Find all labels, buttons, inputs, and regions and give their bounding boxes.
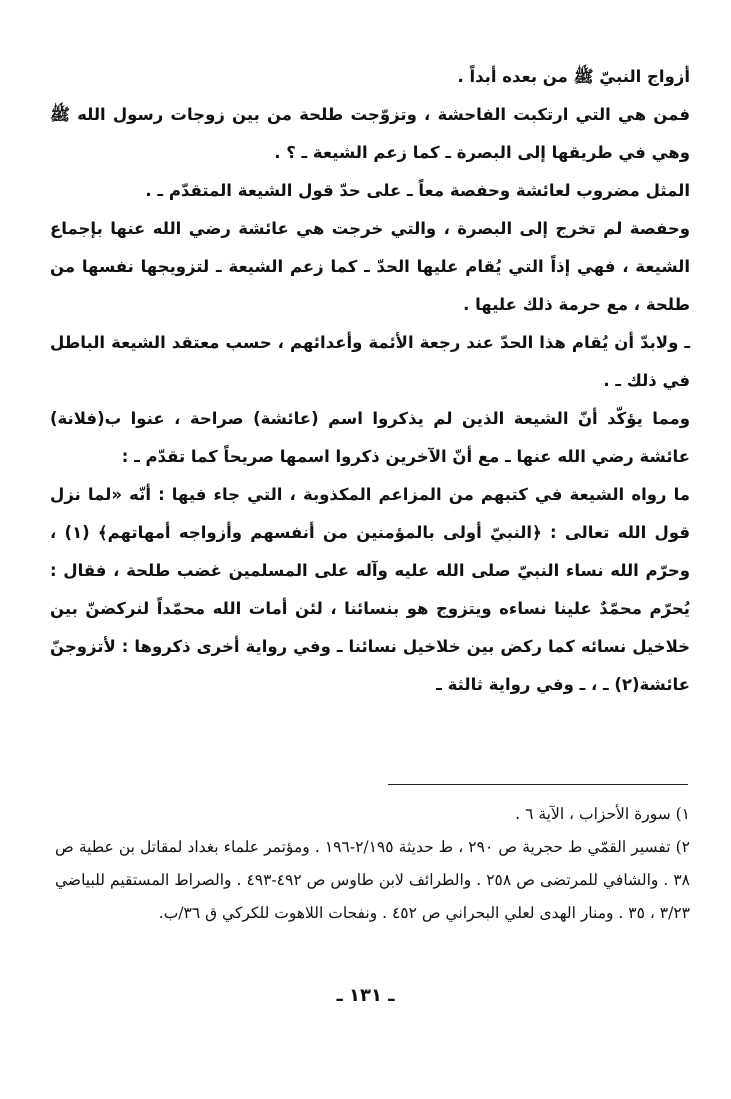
paragraph-5: ـ ولابدّ أن يُقام هذا الحدّ عند رجعة الأئمة وأعدائهم ، حسب معتقد الشيعة الباطل في ذلك ـ . [50, 333, 690, 390]
paragraph-2: فمن هي التي ارتكبت الفاحشة ، وتزوّجت طلحة من بين زوجات رسول الله ﷺ وهي في طريقها إلى البصرة ـ كما زعم الشيعة ـ ؟ . [50, 105, 690, 162]
paragraph-4: وحفصة لم تخرج إلى البصرة ، والتي خرجت هي عائشة رضي الله عنها بإجماع الشيعة ، فهي إذاً التي يُقام عليها الحدّ ـ كما زعم الشيعة ـ لتزويجها نفسها من طلحة ، مع حرمة ذلك عليها . [50, 219, 690, 314]
page-number: ـ ١٣١ ـ [336, 985, 395, 1006]
paragraph-3: المثل مضروب لعائشة وحفصة معاً ـ على حدّ قول الشيعة المتقدّم ـ . [145, 181, 690, 200]
footnote-1: ١) سورة الأحزاب ، الآية ٦ . [515, 805, 690, 823]
main-text [50, 58, 690, 704]
paragraph-1: أزواج النبيّ ﷺ من بعده أبداً . [457, 67, 690, 86]
paragraph-7: ما رواه الشيعة في كتبهم من المزاعم المكذوبة ، التي جاء فيها : أنّه «لما نزل قول الله تعالى : ﴿النبيّ أولى بالمؤمنين من أنفسهم وأزواجه أمهاتهم﴾ (١) ، وحرّم الله نساء النبيّ صلى الله عليه وآله على المسلمين غضب طلحة ، فقال : يُحرّم محمّدٌ علينا نساءه ويتزوج هو بنسائنا ، لئن أمات الله محمّداً لنركضنّ بين خلاخيل نسائه كما ركض بين خلاخيل نسائنا ـ وفي رواية أخرى ذكروها : لأتزوجنّ عائشة(٢) ـ ، ـ وفي رواية ثالثة ـ [50, 485, 690, 694]
footnote-2: ٢) تفسير القمّي ط حجرية ص ٢٩٠ ، ط حديثة ٢/١٩٥-١٩٦ . ومؤتمر علماء بغداد لمقاتل بن عطية ص ٣٨ . والشافي للمرتضى ص ٢٥٨ . والطرائف لابن طاوس ص ٤٩٢-٤٩٣ . والصراط المستقيم للبياضي ٣/٢٣ ، ٣٥ . ومنار الهدى لعلي البحراني ص ٤٥٢ . ونفحات اللاهوت للكركي ق ٣٦/ب. [55, 838, 690, 922]
footnote-divider [388, 784, 688, 785]
footnotes [55, 798, 690, 930]
paragraph-6: ومما يؤكّد أنّ الشيعة الذين لم يذكروا اسم (عائشة) صراحة ، عنوا ب(فلانة) عائشة رضي الله عنها ـ مع أنّ الآخرين ذكروا اسمها صريحاً كما تقدّم ـ : [50, 409, 690, 466]
